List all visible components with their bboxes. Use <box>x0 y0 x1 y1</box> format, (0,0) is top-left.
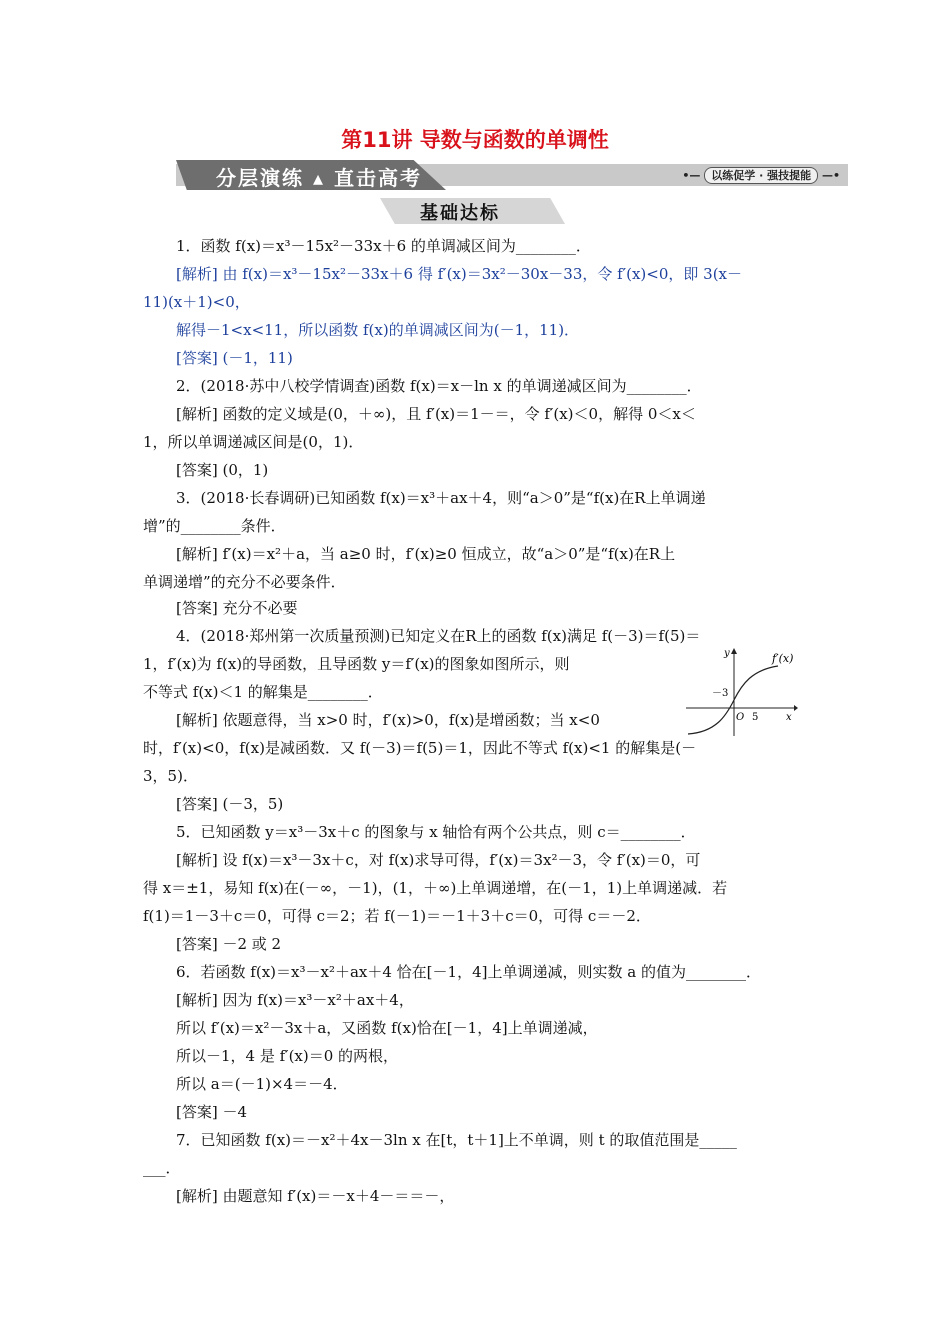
text-line: 解得－1<x<11，所以函数 f(x)的单调减区间为(－1，11)． <box>176 321 580 339</box>
text-line: [解析] 依题意得，当 x>0 时，f′(x)>0，f(x)是增函数；当 x<0 <box>176 711 600 729</box>
page-title: 第11讲 导数与函数的单调性 <box>341 128 609 152</box>
text-line: 3．(2018·长春调研)已知函数 f(x)＝x³＋ax＋4，则“a＞0”是“f(x)在R上单调递 <box>176 489 706 507</box>
text-line: 11)(x＋1)<0， <box>143 293 250 311</box>
dot-icon: —• <box>821 169 840 182</box>
tick-5: 5 <box>752 712 759 723</box>
tick-neg3: －3 <box>712 688 729 699</box>
text-line: 增”的________条件． <box>143 517 286 535</box>
text-line: 时，f′(x)<0，f(x)是减函数．又 f(－3)＝f(5)＝1，因此不等式 f(x)<1 的解集是(－ <box>143 739 697 757</box>
text-line: 得 x＝±1，易知 f(x)在(－∞，－1)，(1，＋∞)上单调递增，在(－1，1)上单调递减．若 <box>143 879 728 897</box>
text-line: 2．(2018·苏中八校学情调查)函数 f(x)＝x－ln x 的单调递减区间为________． <box>176 377 702 395</box>
x-axis-arrow-icon <box>794 705 798 711</box>
text-line: [答案] －2 或 2 <box>176 935 282 953</box>
y-axis-label: y <box>724 648 730 659</box>
derivative-graph <box>686 646 798 736</box>
text-line: 4．(2018·郑州第一次质量预测)已知定义在R上的函数 f(x)满足 f(－3)＝f(5)＝ <box>176 627 701 645</box>
text-line: [解析] 由 f(x)＝x³－15x²－33x＋6 得 f′(x)＝3x²－30x－33，令 f′(x)<0，即 3(x－ <box>176 265 743 283</box>
curve-label: f′(x) <box>772 652 794 665</box>
text-line: [答案] (－1，11) <box>176 349 293 367</box>
sub-section-title: 基础达标 <box>420 203 500 224</box>
text-line: [答案] (－3，5) <box>176 795 284 813</box>
text-line: 7．已知函数 f(x)＝－x²＋4x－3ln x 在[t，t＋1]上不单调，则 t 的取值范围是_____ <box>176 1131 737 1149</box>
text-line: [解析] 由题意知 f′(x)＝－x＋4－＝＝－， <box>176 1187 455 1205</box>
text-line: 不等式 f(x)＜1 的解集是________． <box>143 683 383 701</box>
text-line: 6．若函数 f(x)＝x³－x²＋ax＋4 恰在[－1，4]上单调递减，则实数 a 的值为________． <box>176 963 761 981</box>
text-line: [答案] 充分不必要 <box>176 599 298 617</box>
x-axis-label: x <box>786 712 792 723</box>
text-line: 单调递增”的充分不必要条件． <box>143 573 346 591</box>
origin-label: O <box>736 712 745 723</box>
sub-section-banner <box>380 198 565 224</box>
text-line: 所以 a＝(－1)×4＝－4． <box>176 1075 348 1093</box>
text-line: f(1)＝1－3＋c＝0，可得 c＝2；若 f(－1)＝－1＋3＋c＝0，可得 c＝－2． <box>143 907 651 925</box>
text-line: [解析] 因为 f(x)＝x³－x²＋ax＋4， <box>176 991 414 1009</box>
dot-icon: •— <box>682 169 701 182</box>
text-line: 所以 f′(x)＝x²－3x＋a，又函数 f(x)恰在[－1，4]上单调递减， <box>176 1019 598 1037</box>
text-line: 1，所以单调递减区间是(0，1)． <box>143 433 364 451</box>
section-banner <box>176 160 848 190</box>
text-line: 3，5)． <box>143 767 198 785</box>
text-line: [解析] 设 f(x)＝x³－3x＋c，对 f(x)求导可得，f′(x)＝3x²－3，令 f′(x)＝0，可 <box>176 851 701 869</box>
text-line: [答案] －4 <box>176 1103 248 1121</box>
text-line: 1，f′(x)为 f(x)的导函数，且导函数 y＝f′(x)的图象如图所示，则 <box>143 655 570 673</box>
text-line: 所以－1，4 是 f′(x)＝0 的两根， <box>176 1047 399 1065</box>
text-line: ___． <box>143 1159 181 1177</box>
text-line: [答案] (0，1) <box>176 461 269 479</box>
text-line: 5．已知函数 y＝x³－3x＋c 的图象与 x 轴恰有两个公共点，则 c＝________． <box>176 823 696 841</box>
text-line: [解析] f′(x)＝x²＋a，当 a≥0 时，f′(x)≥0 恒成立，故“a＞0”是“f(x)在R上 <box>176 545 676 563</box>
text-line: [解析] 函数的定义域是(0，＋∞)，且 f′(x)＝1－＝，令 f′(x)＜0，解得 0＜x＜ <box>176 405 696 423</box>
derivative-curve <box>688 666 778 734</box>
banner-right-text <box>682 167 840 183</box>
text-line: 1．函数 f(x)＝x³－15x²－33x＋6 的单调减区间为________． <box>176 237 591 255</box>
banner-left-text: 分层演练 ▴ 直击高考 <box>216 166 422 190</box>
banner-right-label: 以练促学 · 强技提能 <box>704 167 818 184</box>
y-axis-arrow-icon <box>731 648 737 654</box>
